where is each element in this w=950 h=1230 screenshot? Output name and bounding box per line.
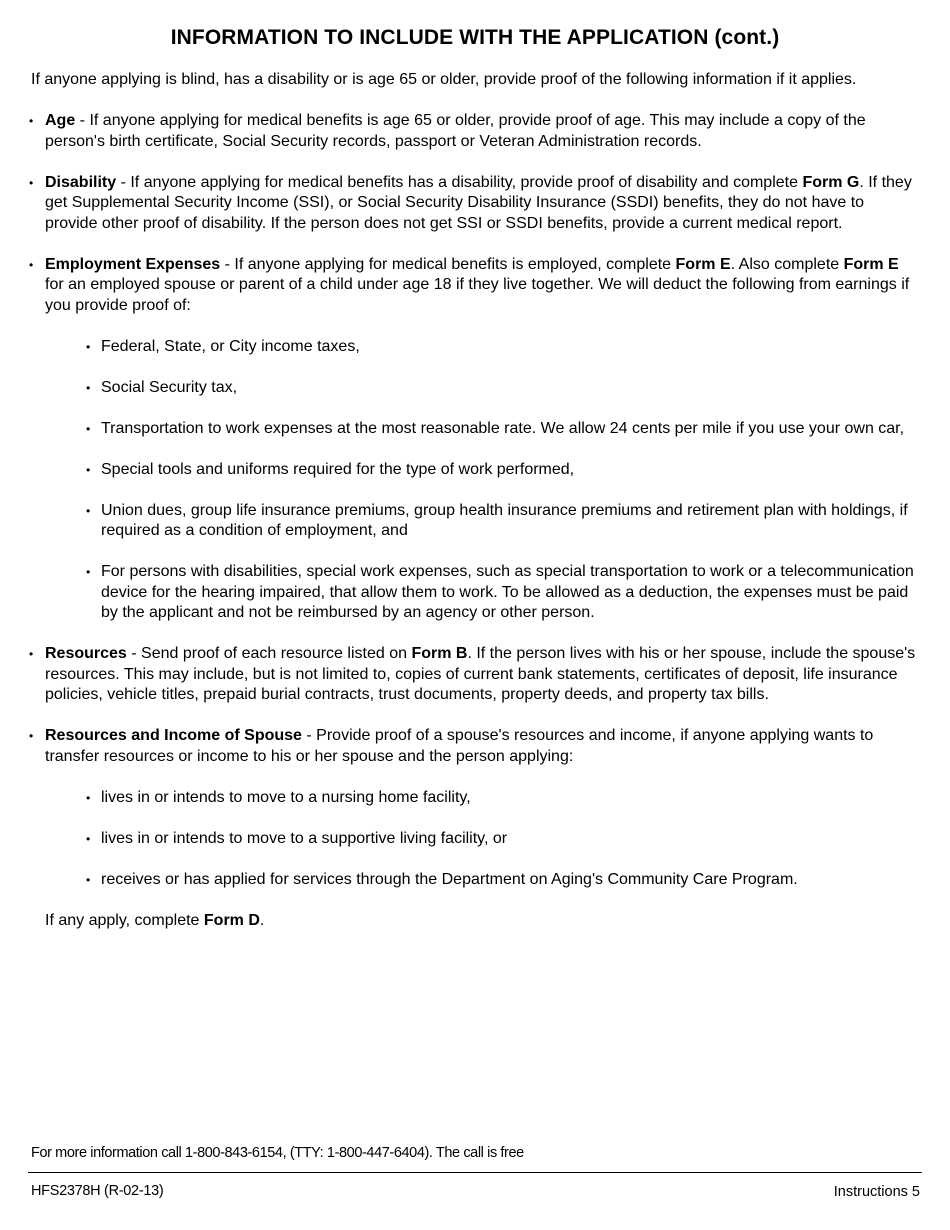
bullet: • [86,790,91,805]
closing-instruction [45,911,950,932]
item-text: . Also complete [730,255,844,273]
item-label: Resources [45,645,127,662]
sub-item [0,562,950,624]
bullet: • [29,114,34,128]
item-text: . [259,911,265,929]
contact-note: For more information call 1-800-843-6154, (TTY: 1-800-447-6404). The call is free [31,1145,524,1161]
sub-item-text: For persons with disabilities, special work expenses, such as special transportation to work or a telecommunication device for the hearing impaired, that allow them to work. To be allowed as a deduction, the expenses must be paid by the applicant and not be reimbursed by an agency or other person. [101,563,914,621]
sub-item [0,419,950,440]
item-text: - Provide proof of a spouse's resources and income, if anyone applying wants to transfer resources or income to his or her spouse and the person applying: [45,727,874,765]
bullet: • [86,872,91,887]
sub-item [0,788,950,809]
footer-divider [28,1172,922,1173]
bullet: • [29,175,34,190]
sub-item-text: Social Security tax, [101,378,238,396]
list-item-disability [0,173,950,235]
list-item-resources [0,644,950,706]
form-reference: Form D [203,911,260,929]
sub-item [0,501,950,542]
bullet: • [29,257,34,272]
form-reference: Form G [802,173,860,191]
form-number: HFS2378H (R-02-13) [31,1183,164,1199]
bullet: • [86,380,91,395]
item-text: - Send proof of each resource listed on [126,645,412,662]
sub-item [0,829,950,850]
sub-item-text: lives in or intends to move to a nursing home facility, [101,788,471,806]
page-title: INFORMATION TO INCLUDE WITH THE APPLICATION (cont.) [170,26,780,49]
list-item-spouse-resources [0,726,950,767]
form-reference: Form E [843,255,899,273]
sub-item-text: lives in or intends to move to a supportive living facility, or [101,829,508,847]
item-text: - If anyone applying for medical benefits is age 65 or older, provide proof of age. This may include a copy of the person's birth certificate, Social Security records, passport or Veteran Administration records. [45,112,866,150]
bullet: • [86,503,91,518]
requirements-list [0,111,950,931]
bullet: • [86,421,91,436]
item-text: . If they get Supplemental Security Income (SSI), or Social Security Disability Insurance (SSDI) benefits, they do not have to provide other proof of disability. If the person does not get SSI or SSDI benefits, provide a current medical report. [45,173,912,232]
sub-item [0,870,950,891]
list-item-age [0,111,950,152]
bullet: • [86,339,91,354]
item-text: for an employed spouse or parent of a child under age 18 if they live together. We will deduct the following from earnings if you provide proof of: [45,276,910,314]
bullet: • [29,729,34,743]
page-number: Instructions 5 [833,1184,920,1200]
sub-item [0,337,950,358]
form-reference: Form E [675,255,731,273]
bullet: • [29,647,34,661]
form-reference: Form B [411,645,468,662]
sub-item [0,460,950,481]
intro-paragraph: If anyone applying is blind, has a disability or is age 65 or older, provide proof of the following information if it applies. [31,71,857,88]
item-text: . If the person lives with his or her spouse, include the spouse's resources. This may include, but is not limited to, copies of current bank statements, certificates of deposit, life insurance policies, vehicle titles, prepaid burial contracts, trust documents, property deeds, and property tax bills. [45,645,916,703]
bullet: • [86,565,91,579]
sub-item-text: Union dues, group life insurance premiums, group health insurance premiums and retirement plan with holdings, if required as a condition of employment, and [101,501,908,539]
sub-item-text: Transportation to work expenses at the most reasonable rate. We allow 24 cents per mile if you use your own car, [101,419,905,437]
item-label: Disability [45,173,117,191]
bullet: • [86,831,91,846]
item-label: Resources and Income of Spouse [45,727,302,744]
item-text: - If anyone applying for medical benefits has a disability, provide proof of disability and complete [116,173,803,191]
sub-item-text: Special tools and uniforms required for the type of work performed, [101,460,575,478]
bullet: • [86,462,91,477]
sub-item [0,378,950,399]
item-text: - If anyone applying for medical benefits is employed, complete [220,255,676,273]
item-text: If any apply, complete [45,911,204,929]
sub-item-text: receives or has applied for services through the Department on Aging's Community Care Program. [101,870,798,888]
list-item-employment-expenses [0,255,950,317]
sub-item-text: Federal, State, or City income taxes, [101,337,360,355]
item-label: Age [45,112,76,129]
item-label: Employment Expenses [45,255,221,273]
